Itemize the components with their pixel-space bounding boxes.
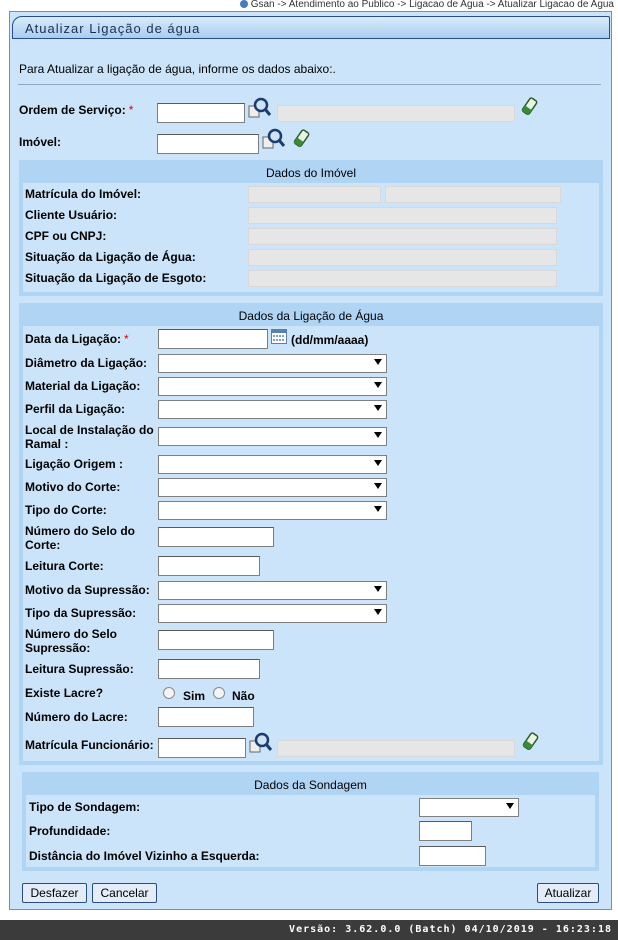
numero-selo-supressao-label: Número do Selo Supressão: — [25, 627, 118, 655]
page-title-bar — [12, 16, 610, 39]
required-mark: * — [128, 103, 134, 117]
search-ordem-icon[interactable] — [248, 97, 272, 119]
desfazer-button[interactable]: Desfazer — [22, 883, 87, 903]
diametro-label: Diâmetro da Ligação: — [25, 356, 148, 370]
inscricao-imovel-value — [385, 186, 561, 203]
ordem-servico-label: Ordem de Serviço: * — [19, 103, 134, 117]
local-instalacao-select[interactable] — [158, 427, 387, 446]
material-label: Material da Ligação: — [25, 379, 141, 393]
ordem-servico-input[interactable] — [157, 103, 245, 123]
lacre-sim-label: Sim — [183, 689, 206, 703]
chevron-down-icon — [374, 483, 382, 489]
motivo-supressao-select[interactable] — [158, 581, 387, 600]
imovel-label: Imóvel: — [19, 135, 62, 149]
chevron-down-icon — [374, 609, 382, 615]
perfil-label: Perfil da Ligação: — [25, 402, 126, 416]
numero-selo-supressao-input[interactable] — [158, 630, 274, 650]
calendar-icon[interactable] — [271, 329, 287, 344]
intro-text: Para Atualizar a ligação de água, informe os dados abaixo:. — [19, 62, 336, 76]
version-footer: Versão: 3.62.0.0 (Batch) 04/10/2019 - 16:23:18 — [0, 920, 618, 940]
data-ligacao-label: Data da Ligação: * — [25, 332, 129, 346]
required-mark: * — [124, 332, 129, 346]
numero-selo-corte-input[interactable] — [158, 527, 274, 547]
ligacao-origem-label: Ligação Origem : — [25, 457, 124, 471]
numero-selo-corte-label: Número do Selo do Corte: — [25, 524, 136, 552]
distancia-vizinho-label: Distância do Imóvel Vizinho a Esquerda: — [29, 849, 260, 863]
profundidade-label: Profundidade: — [29, 824, 111, 838]
matricula-imovel-value — [248, 186, 381, 203]
local-instalacao-label: Local de Instalação do Ramal : — [25, 423, 154, 451]
matricula-funcionario-input[interactable] — [158, 738, 246, 758]
chevron-down-icon — [374, 460, 382, 466]
matricula-funcionario-label: Matrícula Funcionário: — [25, 738, 154, 752]
matricula-imovel-label: Matrícula do Imóvel: — [25, 187, 142, 201]
atualizar-button[interactable]: Atualizar — [537, 883, 599, 903]
clear-ordem-icon[interactable] — [520, 97, 538, 117]
search-imovel-icon[interactable] — [262, 128, 286, 150]
profundidade-input[interactable] — [419, 821, 472, 841]
imovel-input[interactable] — [157, 134, 259, 154]
gsan-logo-icon — [240, 0, 248, 8]
numero-lacre-input[interactable] — [158, 707, 254, 727]
tipo-supressao-label: Tipo da Supressão: — [25, 606, 137, 620]
dados-sondagem-heading: Dados da Sondagem — [26, 776, 595, 795]
numero-lacre-label: Número do Lacre: — [25, 710, 128, 724]
leitura-corte-input[interactable] — [158, 556, 260, 576]
lacre-nao-label: Não — [232, 689, 255, 703]
cpf-cnpj-value — [248, 228, 557, 245]
situacao-esgoto-label: Situação da Ligação de Esgoto: — [25, 271, 207, 285]
cliente-usuario-value — [248, 207, 557, 224]
tipo-supressao-select[interactable] — [158, 604, 387, 623]
chevron-down-icon — [374, 432, 382, 438]
situacao-esgoto-value — [248, 270, 557, 287]
motivo-supressao-label: Motivo da Supressão: — [25, 583, 150, 597]
dados-ligacao-heading: Dados da Ligação de Água — [23, 307, 599, 326]
chevron-down-icon — [506, 803, 514, 809]
breadcrumb — [240, 0, 614, 9]
situacao-agua-label: Situação da Ligação de Água: — [25, 250, 196, 264]
existe-lacre-label: Existe Lacre? — [25, 686, 104, 700]
funcionario-description — [277, 740, 515, 757]
breadcrumb-text: Gsan -> Atendimento ao Publico -> Ligacao de Agua -> Atualizar Ligacao de Agua — [250, 0, 614, 10]
cancelar-button[interactable]: Cancelar — [92, 883, 157, 903]
lacre-nao-radio[interactable] — [213, 687, 225, 699]
chevron-down-icon — [374, 382, 382, 388]
dados-imovel-heading: Dados do Imóvel — [23, 164, 599, 183]
tipo-sondagem-select[interactable] — [419, 798, 519, 817]
diametro-select[interactable] — [158, 354, 387, 373]
material-select[interactable] — [158, 377, 387, 396]
motivo-corte-label: Motivo do Corte: — [25, 480, 121, 494]
data-ligacao-input[interactable] — [158, 329, 268, 349]
clear-imovel-icon[interactable] — [292, 129, 310, 149]
leitura-supressao-label: Leitura Supressão: — [25, 662, 134, 676]
lacre-sim-radio[interactable] — [163, 687, 175, 699]
chevron-down-icon — [374, 506, 382, 512]
distancia-vizinho-input[interactable] — [419, 846, 486, 866]
tipo-sondagem-label: Tipo de Sondagem: — [29, 800, 141, 814]
tipo-corte-select[interactable] — [158, 501, 387, 520]
perfil-select[interactable] — [158, 400, 387, 419]
search-funcionario-icon[interactable] — [249, 732, 273, 754]
leitura-supressao-input[interactable] — [158, 659, 260, 679]
chevron-down-icon — [374, 359, 382, 365]
ordem-servico-description — [277, 105, 515, 122]
cpf-cnpj-label: CPF ou CNPJ: — [25, 229, 107, 243]
situacao-agua-value — [248, 249, 557, 266]
chevron-down-icon — [374, 586, 382, 592]
leitura-corte-label: Leitura Corte: — [25, 559, 104, 573]
page-title: Atualizar Ligação de água — [25, 21, 201, 36]
ligacao-origem-select[interactable] — [158, 455, 387, 474]
tipo-corte-label: Tipo do Corte: — [25, 503, 107, 517]
divider — [18, 84, 601, 85]
date-format-hint: (dd/mm/aaaa) — [291, 333, 369, 347]
chevron-down-icon — [374, 405, 382, 411]
cliente-usuario-label: Cliente Usuário: — [25, 208, 118, 222]
clear-funcionario-icon[interactable] — [521, 732, 539, 752]
motivo-corte-select[interactable] — [158, 478, 387, 497]
